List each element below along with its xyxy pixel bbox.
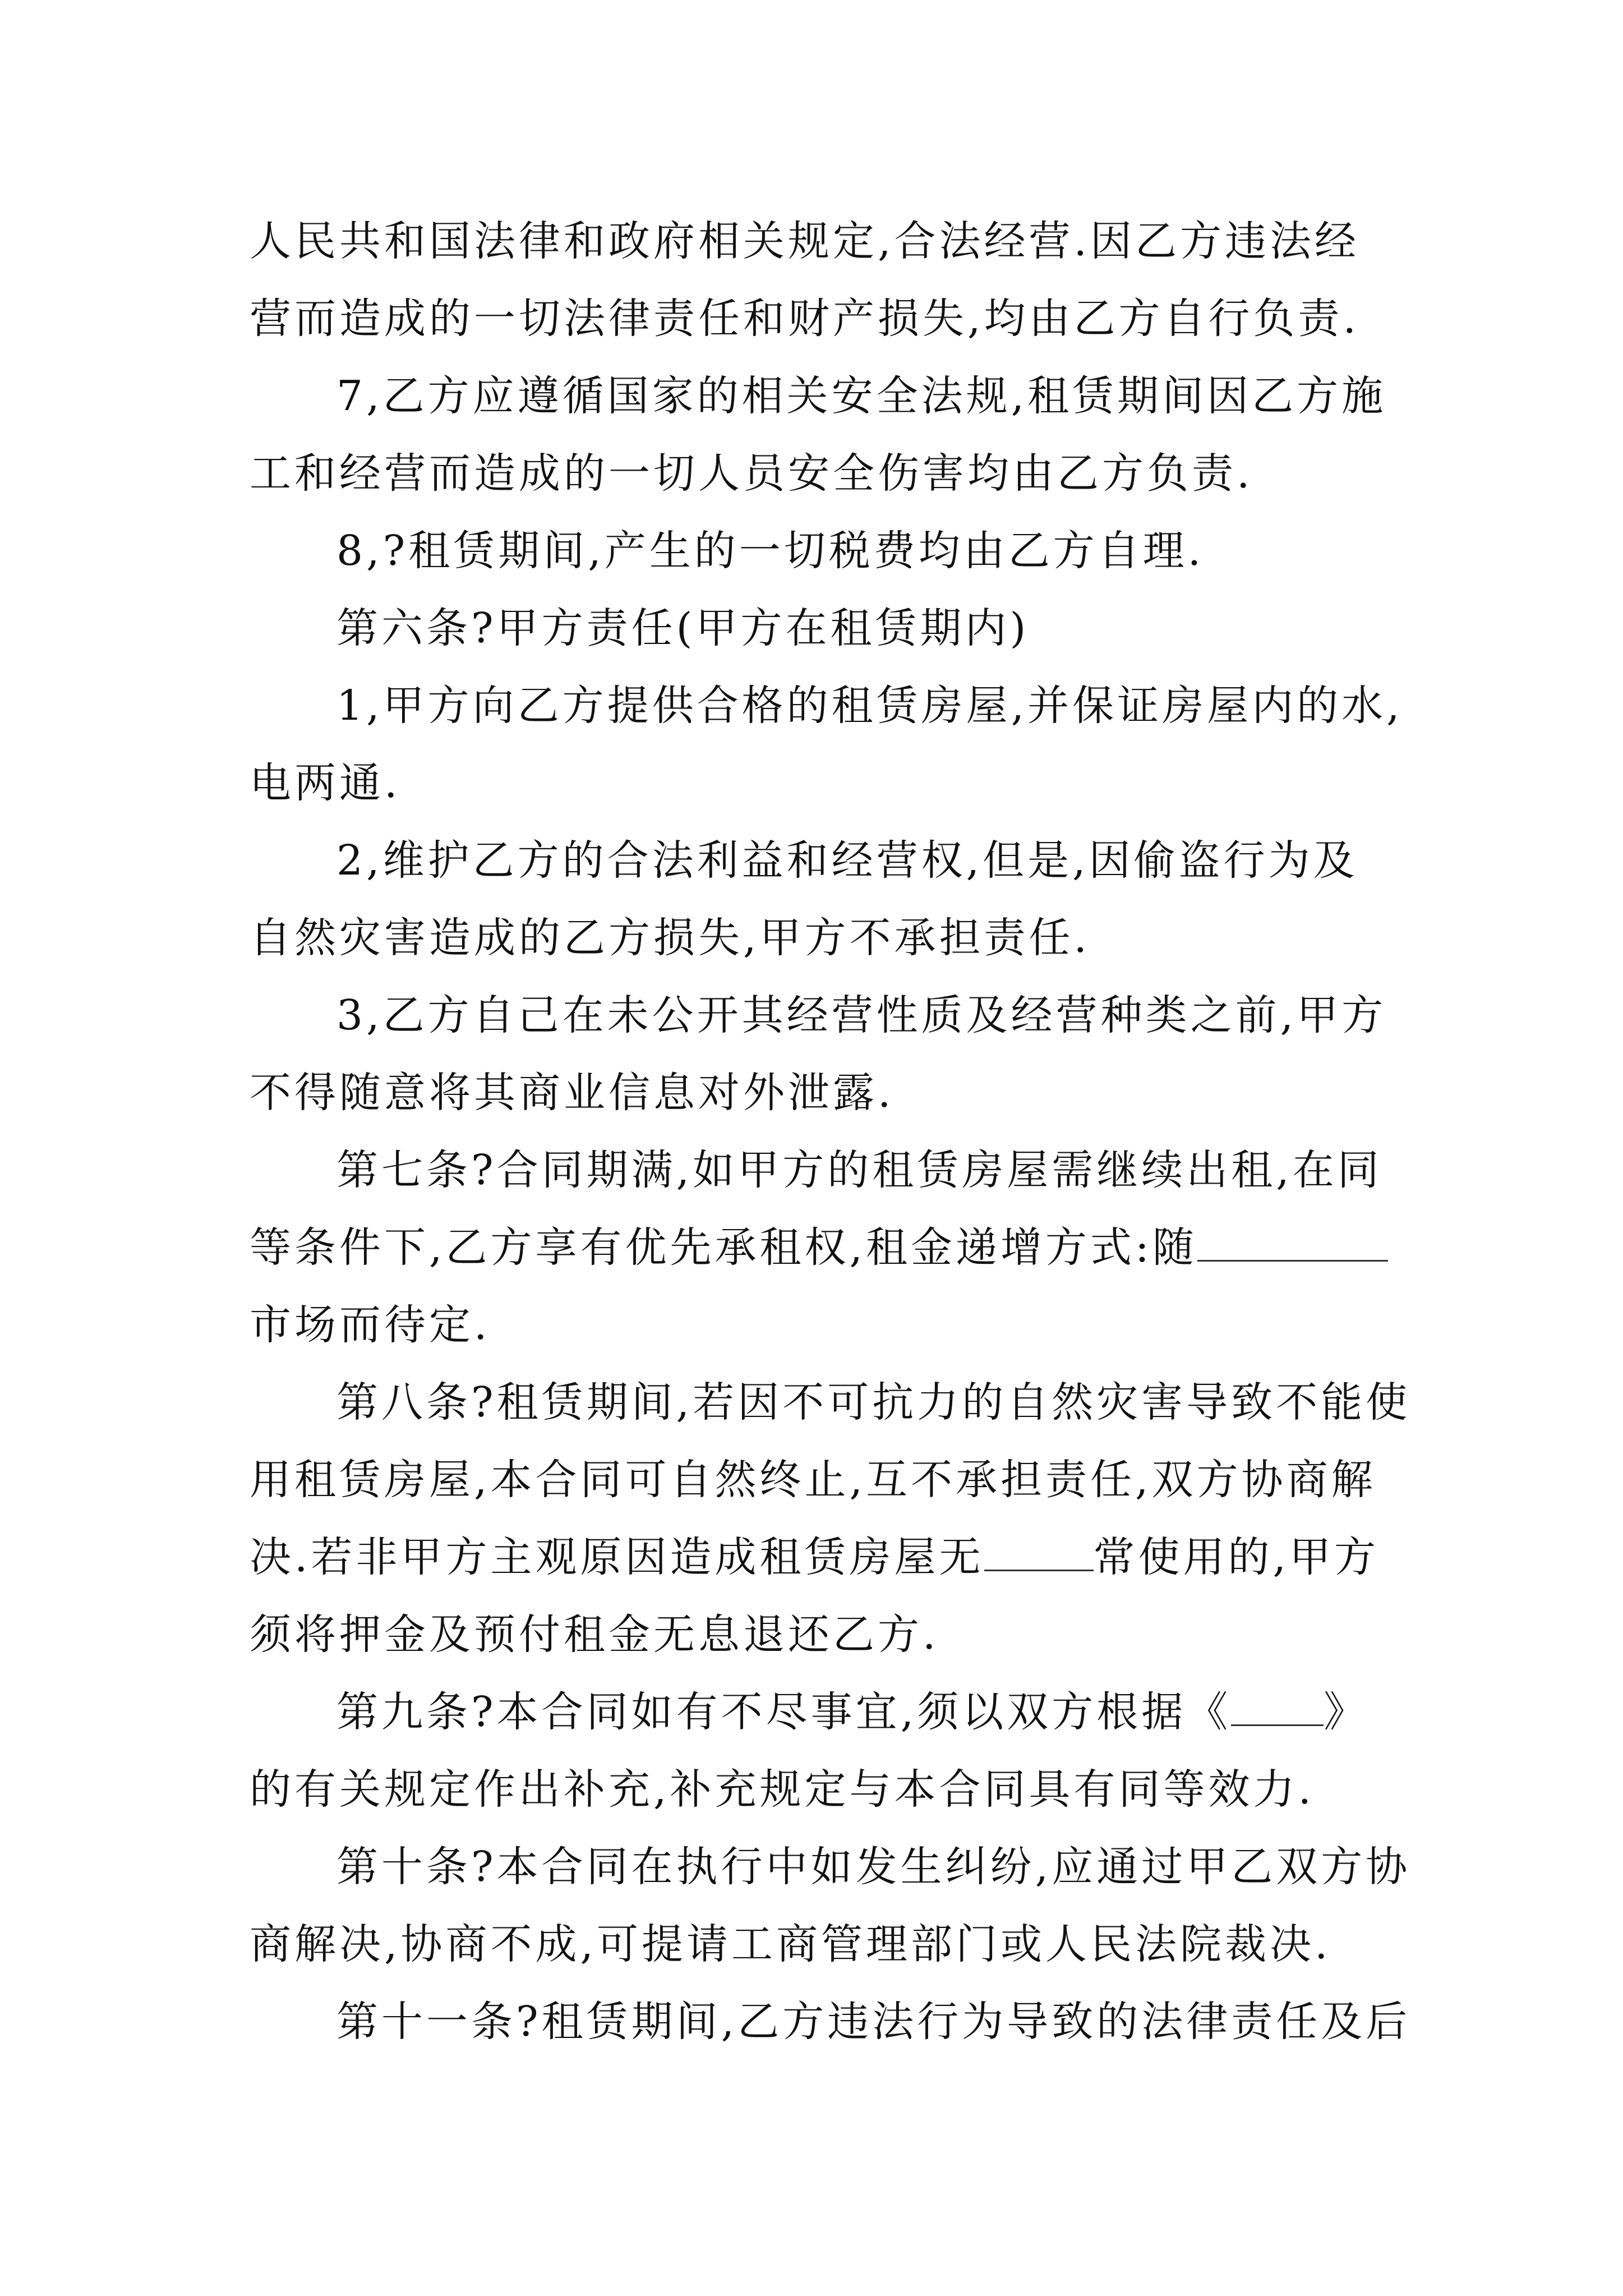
paragraph-line: 工和经营而造成的一切人员安全伤害均由乙方负责. bbox=[250, 449, 1253, 498]
article-7-line: 第七条?合同期满,如甲方的租赁房屋需继续出租,在同 bbox=[336, 1146, 1382, 1194]
paragraph-line: 的有关规定作出补充,补充规定与本合同具有同等效力. bbox=[250, 1765, 1315, 1814]
paragraph-line bbox=[250, 1529, 1379, 1585]
line-text: 第九条?本合同如有不尽事宜,须以双方根据《 bbox=[336, 1688, 1232, 1736]
article-10-line: 第十条?本合同在执行中如发生纠纷,应通过甲乙双方协 bbox=[336, 1843, 1411, 1891]
paragraph-line: 电两通. bbox=[250, 759, 401, 807]
line-text: 等条件下,乙方享有优先承租权,租金递增方式:随 bbox=[250, 1223, 1197, 1272]
paragraph-line: 须将押金及预付租金无息退还乙方. bbox=[250, 1611, 939, 1659]
article-6-item-1-line: 1,甲方向乙方提供合格的租赁房屋,并保证房屋内的水, bbox=[336, 682, 1403, 730]
clause-7-line: 7,乙方应遵循国家的相关安全法规,租赁期间因乙方施 bbox=[336, 372, 1387, 420]
line-text: 》 bbox=[1324, 1688, 1369, 1736]
paragraph-line: 不得随意将其商业信息对外泄露. bbox=[250, 1069, 895, 1117]
fill-in-blank bbox=[1197, 1253, 1388, 1262]
article-6-item-3-line: 3,乙方自己在未公开其经营性质及经营种类之前,甲方 bbox=[336, 991, 1387, 1039]
line-text: 常使用的,甲方 bbox=[1093, 1533, 1380, 1581]
clause-8-line: 8,?租赁期间,产生的一切税费均由乙方自理. bbox=[336, 527, 1205, 575]
article-6-item-2-line: 2,维护乙方的合法利益和经营权,但是,因偷盗行为及 bbox=[336, 836, 1358, 885]
article-6-heading: 第六条?甲方责任(甲方在租赁期内) bbox=[336, 604, 1030, 652]
article-11-line: 第十一条?租赁期间,乙方违法行为导致的法律责任及后 bbox=[336, 1998, 1411, 2046]
line-text: 决.若非甲方主观原因造成租赁房屋无 bbox=[250, 1533, 984, 1581]
paragraph-line: 市场而待定. bbox=[250, 1301, 491, 1349]
paragraph-line: 自然灾害造成的乙方损失,甲方不承担责任. bbox=[250, 914, 1091, 962]
article-9-line bbox=[336, 1684, 1368, 1740]
paragraph-line: 用租赁房屋,本合同可自然终止,互不承担责任,双方协商解 bbox=[250, 1456, 1376, 1504]
paragraph-line: 商解决,协商不成,可提请工商管理部门或人民法院裁决. bbox=[250, 1920, 1331, 1968]
fill-in-blank bbox=[1231, 1718, 1324, 1726]
fill-in-blank bbox=[984, 1563, 1094, 1571]
article-8-line: 第八条?租赁期间,若因不可抗力的自然灾害导致不能使 bbox=[336, 1378, 1411, 1427]
paragraph-line: 人民共和国法律和政府相关规定,合法经营.因乙方违法经 bbox=[250, 217, 1360, 265]
paragraph-line: 营而造成的一切法律责任和财产损失,均由乙方自行负责. bbox=[250, 295, 1360, 343]
paragraph-line bbox=[250, 1220, 1388, 1276]
